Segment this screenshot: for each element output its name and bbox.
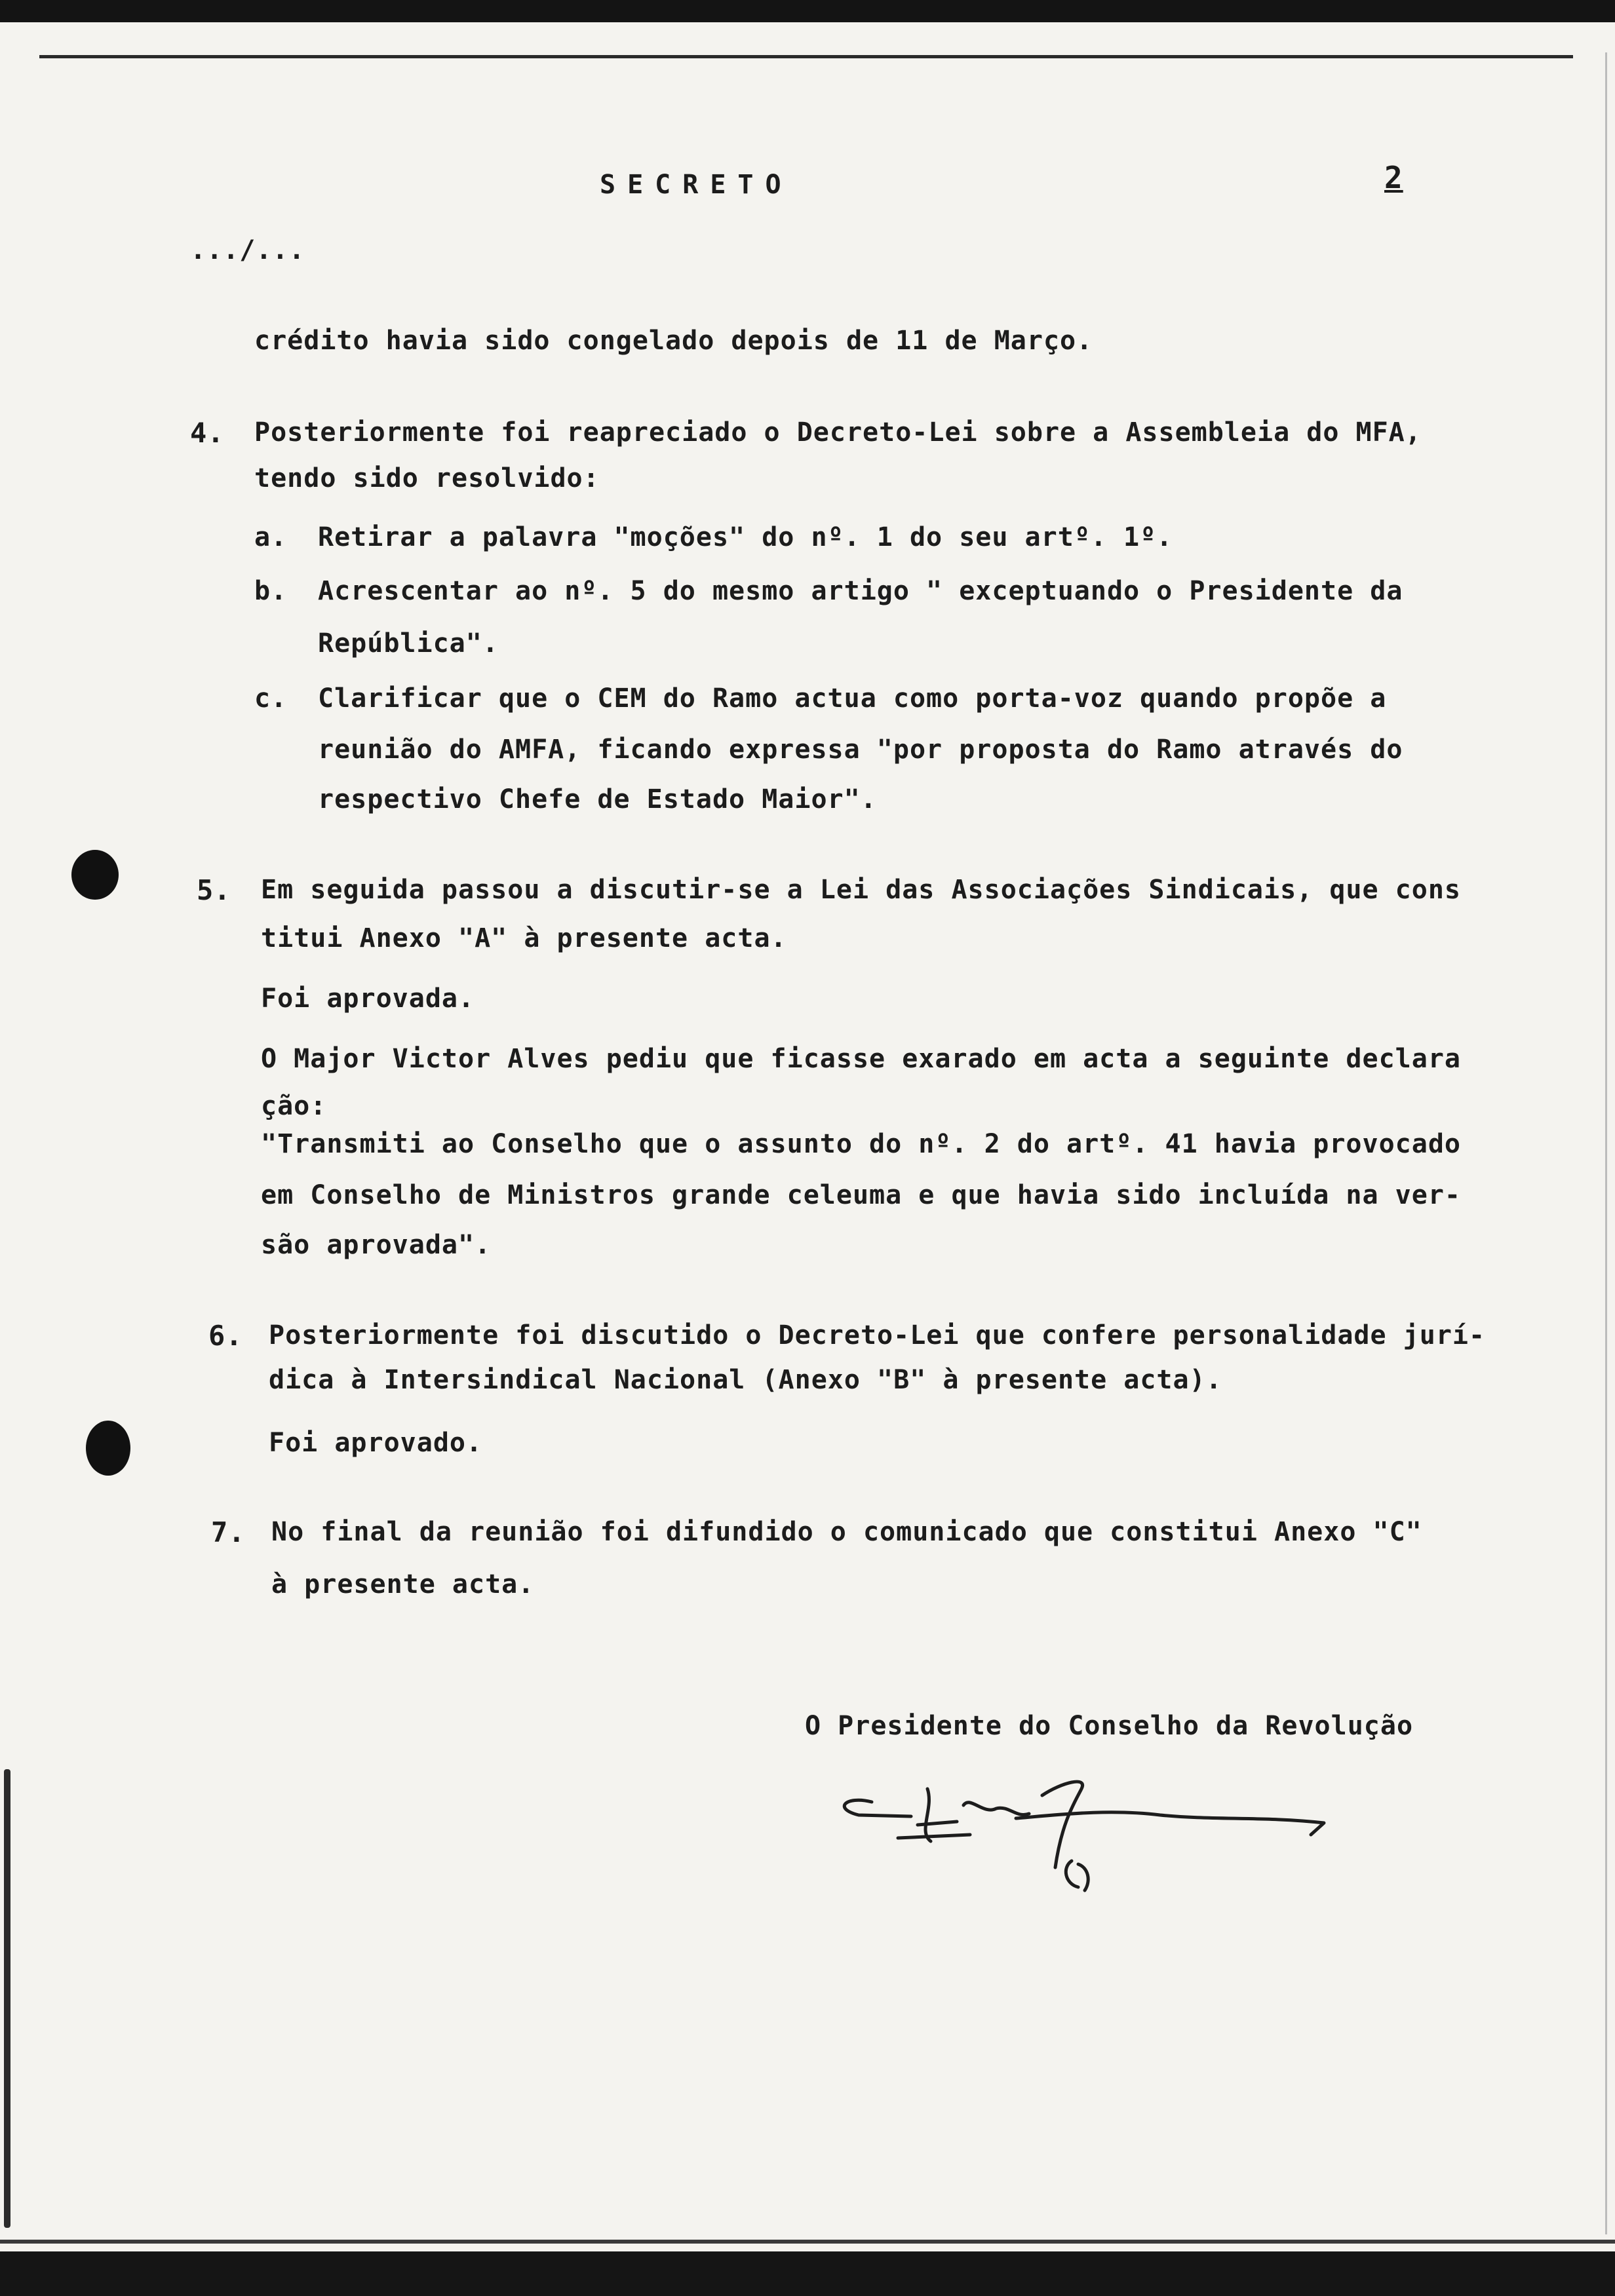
item-4b-line: Acrescentar ao nº. 5 do mesmo artigo " exceptuando o Presidente da	[318, 576, 1403, 606]
item-4b-line: República".	[318, 628, 499, 659]
item-4b-label: b.	[254, 576, 288, 606]
scan-right-edge	[1605, 52, 1607, 2234]
item-5-number: 5.	[197, 874, 231, 906]
intro-line: crédito havia sido congelado depois de 11 de Março.	[254, 326, 1093, 356]
item-7-line: No final da reunião foi difundido o comunicado que constitui Anexo "C"	[271, 1517, 1422, 1547]
item-6-approved: Foi aprovado.	[269, 1428, 483, 1458]
item-4-number: 4.	[190, 417, 225, 449]
continuation-mark: .../...	[190, 235, 305, 265]
classification-header: SECRETO	[600, 170, 793, 200]
item-6-line: Posteriormente foi discutido o Decreto-Lei que confere personalidade jurí-	[269, 1320, 1486, 1350]
item-6-line: dica à Intersindical Nacional (Anexo "B" à presente acta).	[269, 1365, 1222, 1395]
handwritten-signature	[819, 1769, 1344, 1926]
scan-bottom-rule	[0, 2240, 1615, 2244]
punch-hole-upper	[59, 845, 131, 904]
scan-top-border	[0, 0, 1615, 22]
item-5-line: em Conselho de Ministros grande celeuma e que havia sido incluída na ver-	[261, 1180, 1461, 1210]
item-4c-line: Clarificar que o CEM do Ramo actua como porta-voz quando propõe a	[318, 683, 1387, 714]
item-5-line: Em seguida passou a discutir-se a Lei das Associações Sindicais, que cons	[261, 875, 1461, 905]
item-7-line: à presente acta.	[271, 1569, 535, 1599]
item-5-line: são aprovada".	[261, 1230, 492, 1260]
item-4-line: tendo sido resolvido:	[254, 463, 600, 493]
punch-hole-lower	[72, 1415, 144, 1481]
item-4a-line: Retirar a palavra "moções" do nº. 1 do seu artº. 1º.	[318, 522, 1173, 552]
item-5-line: titui Anexo "A" à presente acta.	[261, 923, 787, 953]
item-5-line: "Transmiti ao Conselho que o assunto do nº. 2 do artº. 41 havia provocado	[261, 1129, 1461, 1159]
item-4c-line: respectivo Chefe de Estado Maior".	[318, 784, 877, 814]
signature-title: O Presidente do Conselho da Revolução	[805, 1711, 1414, 1741]
item-5-line: ção:	[261, 1091, 327, 1121]
item-4-line: Posteriormente foi reapreciado o Decreto-Lei sobre a Assembleia do MFA,	[254, 417, 1422, 448]
scan-left-edge	[4, 1769, 10, 2228]
scan-bottom-border	[0, 2251, 1615, 2296]
item-7-number: 7.	[211, 1516, 246, 1548]
item-5-line: O Major Victor Alves pediu que ficasse exarado em acta a seguinte declara	[261, 1044, 1461, 1074]
item-4c-line: reunião do AMFA, ficando expressa "por proposta do Ramo através do	[318, 735, 1403, 765]
item-4a-label: a.	[254, 522, 288, 552]
item-6-number: 6.	[208, 1320, 243, 1352]
scan-top-rule	[39, 55, 1573, 58]
item-5-approved: Foi aprovada.	[261, 984, 475, 1014]
item-4c-label: c.	[254, 683, 288, 714]
page-number: 2	[1384, 160, 1403, 195]
